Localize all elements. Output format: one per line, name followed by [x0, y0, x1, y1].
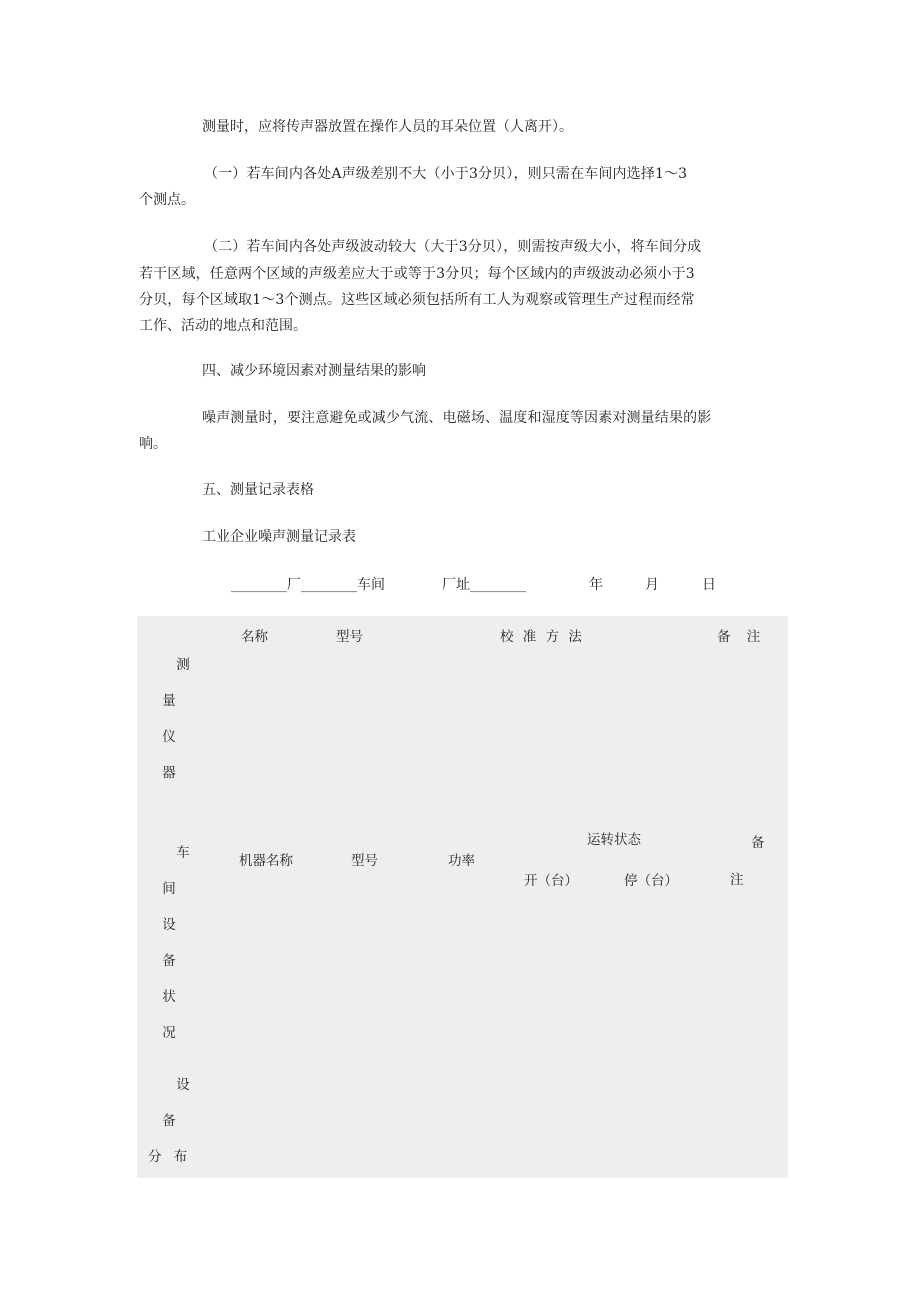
section-label-equipment-status-char: 车: [176, 845, 190, 861]
paragraph-environment-line1: 噪声测量时，要注意避免或减少气流、电磁场、温度和湿度等因素对测量结果的影: [202, 410, 712, 426]
date-day: 日: [702, 577, 716, 593]
col-header-running-state: 运转状态: [587, 832, 641, 848]
section-heading-four: 四、减少环境因素对测量结果的影响: [202, 363, 426, 379]
paragraph-environment-line2: 响。: [139, 436, 167, 452]
col-header-model: 型号: [336, 629, 363, 645]
noise-record-table: [137, 616, 788, 1178]
section-label-instruments-char: 仪: [162, 729, 176, 745]
paragraph-case-one-line2: 个测点。: [139, 192, 195, 208]
factory-workshop-field: ________厂________车间: [231, 577, 385, 593]
col-header-remark-top: 备: [751, 835, 765, 851]
section-label-equipment-status-char: 况: [162, 1025, 176, 1041]
col-header-power: 功率: [448, 853, 475, 869]
section-label-instruments-char: 器: [162, 765, 176, 781]
col-header-remark-bottom: 注: [730, 872, 744, 888]
section-label-equipment-status-char: 备: [162, 953, 176, 969]
col-header-stopped-count: 停（台）: [624, 873, 678, 889]
paragraph-case-two-line4: 工作、活动的地点和范围。: [139, 318, 307, 334]
section-label-distribution-char: 设: [176, 1077, 190, 1093]
date-month: 月: [645, 577, 659, 593]
section-label-equipment-status-char: 状: [162, 989, 176, 1005]
section-heading-five: 五、测量记录表格: [202, 482, 314, 498]
section-label-instruments-char: 量: [162, 693, 176, 709]
col-header-name: 名称: [241, 629, 268, 645]
col-header-calibration-method: 校 准 方 法: [500, 629, 582, 645]
col-header-remark: 备 注: [717, 629, 761, 645]
section-label-instruments-char: 测: [176, 657, 190, 673]
section-label-equipment-status-char: 设: [162, 917, 176, 933]
paragraph-case-two-line3: 分贝，每个区域取1～3个测点。这些区域必须包括所有工人为观察或管理生产过程而经常: [139, 292, 695, 308]
col-header-machine-name: 机器名称: [239, 853, 293, 869]
paragraph-case-two-line2: 若干区域，任意两个区域的声级差应大于或等于3分贝；每个区域内的声级波动必须小于3: [139, 266, 695, 282]
section-label-distribution-char: 分 布: [148, 1149, 188, 1165]
factory-address-field: 厂址________: [442, 577, 526, 593]
section-label-distribution-char: 备: [162, 1113, 176, 1129]
date-year: 年: [589, 577, 603, 593]
col-header-machine-model: 型号: [351, 853, 378, 869]
paragraph-placement: 测量时，应将传声器放置在操作人员的耳朵位置（人离开）。: [202, 119, 573, 135]
paragraph-case-two-line1: （二）若车间内各处声级波动较大（大于3分贝），则需按声级大小，将车间分成: [204, 239, 702, 255]
table-title: 工业企业噪声测量记录表: [202, 529, 356, 545]
paragraph-case-one-line1: （一）若车间内各处A声级差别不大（小于3分贝），则只需在车间内选择1～3: [204, 166, 688, 182]
col-header-running-count: 开（台）: [524, 873, 578, 889]
section-label-equipment-status-char: 间: [162, 881, 176, 897]
